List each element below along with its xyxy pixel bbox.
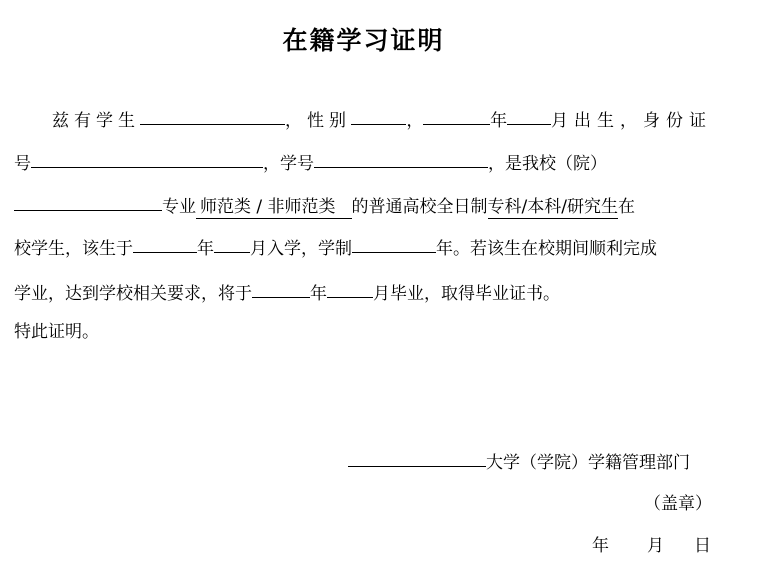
paragraph-line-3 — [14, 190, 714, 220]
blank-major[interactable] — [14, 189, 162, 211]
text-year: 年 — [197, 239, 214, 259]
blank-birth-month[interactable] — [507, 103, 551, 125]
paragraph-line-5 — [14, 277, 714, 307]
text-fulltime: 的普通高校全日制 — [351, 197, 488, 217]
paragraph-line-1 — [52, 104, 712, 134]
text-major: 专业 — [162, 197, 196, 217]
text-year: 年 — [310, 284, 327, 304]
blank-university[interactable] — [348, 445, 486, 467]
text-graduate: 月毕业，取得毕业证书。 — [373, 284, 560, 304]
text-id-suffix: 号 — [14, 154, 31, 174]
text-date-month: 月 — [647, 536, 664, 556]
text-enrolled: 校学生，该生于 — [14, 239, 133, 259]
option-normal-type: 师范类 / 非师范类 — [196, 197, 352, 219]
blank-student-number[interactable] — [314, 146, 488, 168]
text-birth-id: 月出生，身份证 — [551, 111, 712, 131]
seal-label: （盖章） — [644, 494, 712, 514]
blank-student-name[interactable] — [140, 103, 285, 125]
blank-duration[interactable] — [352, 231, 436, 253]
text-date-day: 日 — [694, 536, 711, 556]
text-complete: 年。若该生在校期间顺利完成 — [436, 239, 657, 259]
text-student-prefix: 兹有学生 — [52, 111, 140, 131]
department-label: 大学（学院）学籍管理部门 — [486, 453, 690, 473]
text-hereby-certify: 特此证明。 — [14, 322, 99, 342]
text-requirements: 学业，达到学校相关要求，将于 — [14, 284, 252, 304]
paragraph-line-6 — [14, 317, 714, 347]
text-comma: ， — [406, 111, 424, 131]
text-gender: ，性别 — [285, 111, 351, 131]
option-degree-level: 专科/本科/研究生 — [487, 197, 619, 217]
text-duration: 月入学，学制 — [250, 239, 352, 259]
blank-enroll-year[interactable] — [133, 231, 197, 253]
text-date-year: 年 — [592, 536, 609, 556]
blank-birth-year[interactable] — [423, 103, 490, 125]
blank-enroll-month[interactable] — [214, 231, 250, 253]
date-line — [592, 531, 711, 561]
text-at: 在 — [618, 197, 636, 217]
blank-gender[interactable] — [351, 103, 406, 125]
text-student-number: ，学号 — [263, 154, 314, 174]
paragraph-line-2 — [14, 147, 714, 177]
text-year: 年 — [490, 111, 508, 131]
document-title: 在籍学习证明 — [282, 26, 445, 55]
paragraph-line-4 — [14, 232, 714, 262]
blank-grad-month[interactable] — [327, 276, 373, 298]
text-our-school: ，是我校（院） — [488, 154, 607, 174]
blank-id-number[interactable] — [31, 146, 263, 168]
signature-line — [348, 446, 690, 478]
blank-grad-year[interactable] — [252, 276, 310, 298]
